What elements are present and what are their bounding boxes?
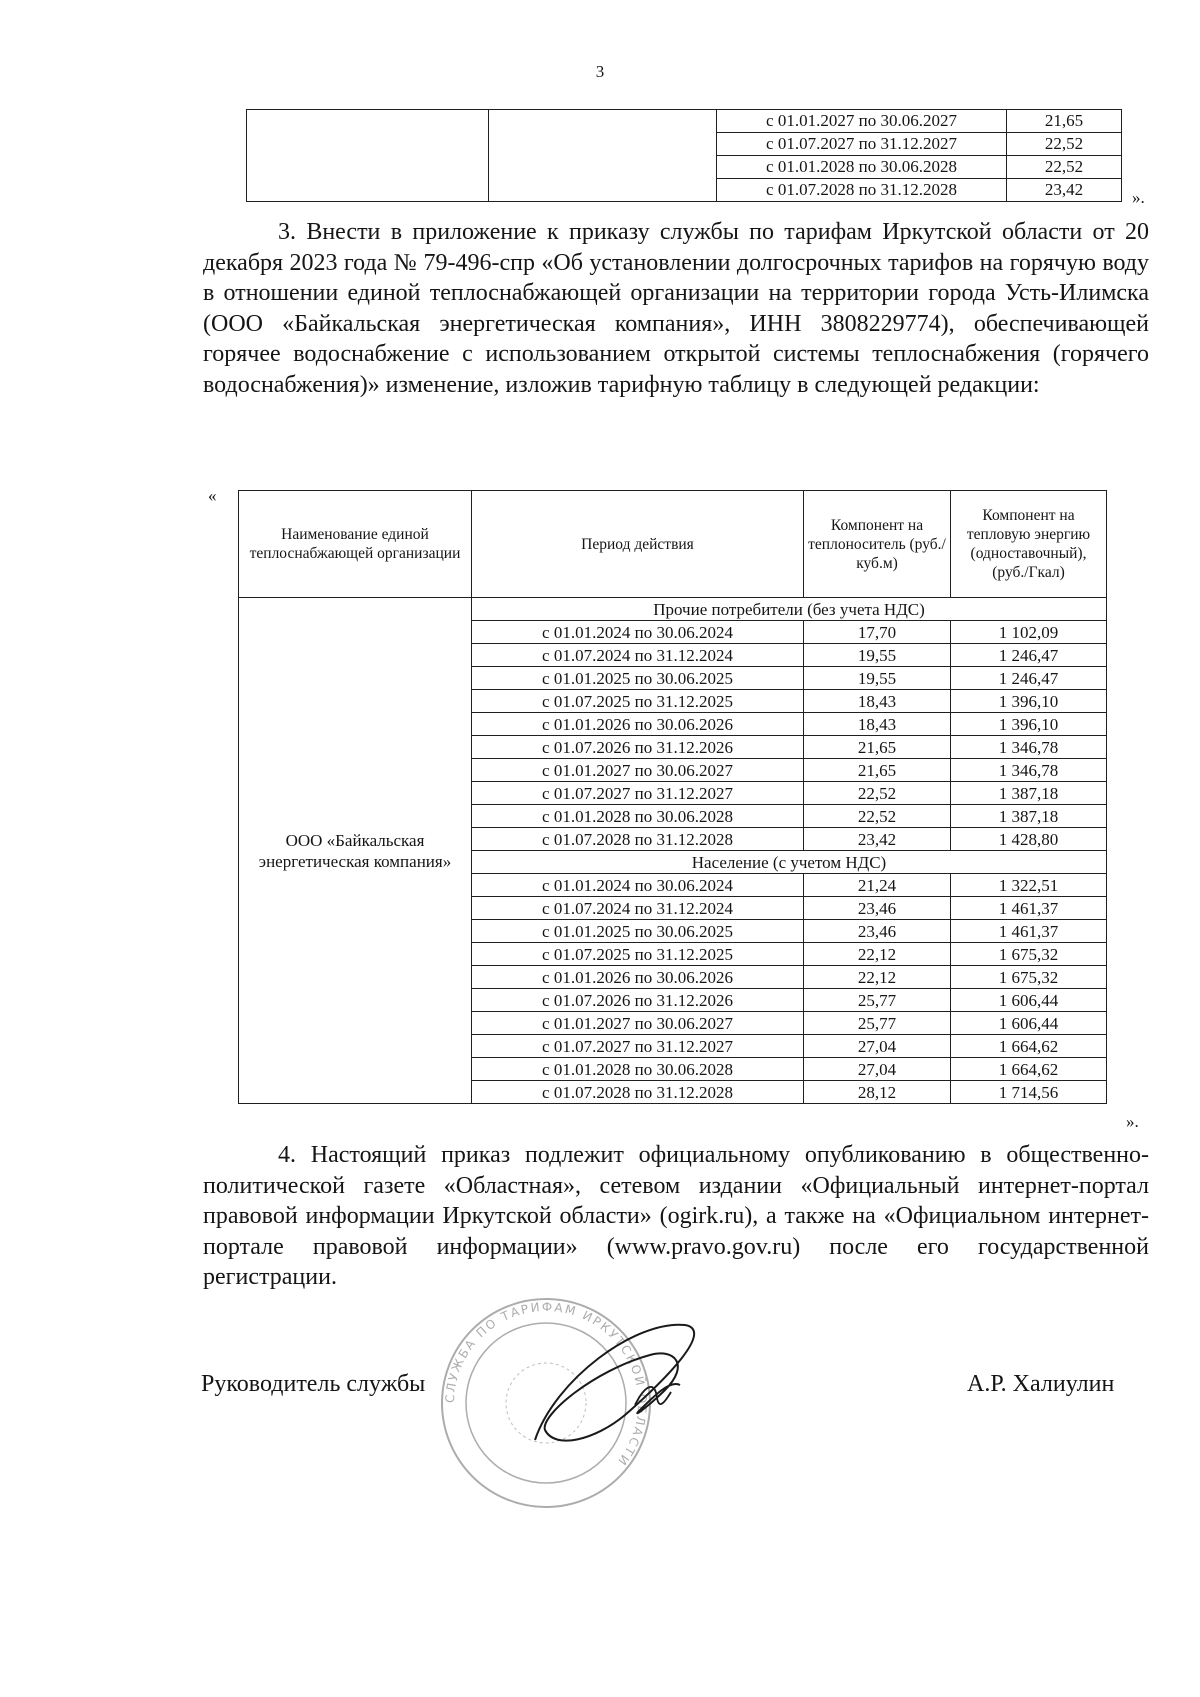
value-cell: 22,52 <box>1007 133 1122 156</box>
period-cell: с 01.01.2025 по 30.06.2025 <box>472 920 804 943</box>
energy-cell: 1 675,32 <box>951 966 1107 989</box>
signer-role: Руководитель службы <box>201 1371 426 1397</box>
carrier-cell: 25,77 <box>804 989 951 1012</box>
carrier-cell: 19,55 <box>804 667 951 690</box>
energy-cell: 1 396,10 <box>951 713 1107 736</box>
energy-cell: 1 606,44 <box>951 989 1107 1012</box>
period-cell: с 01.07.2028 по 31.12.2028 <box>472 1081 804 1104</box>
org-name-cell: ООО «Байкальская энергетическая компания» <box>239 598 472 1104</box>
energy-cell: 1 346,78 <box>951 736 1107 759</box>
energy-cell: 1 322,51 <box>951 874 1107 897</box>
period-cell: с 01.01.2025 по 30.06.2025 <box>472 667 804 690</box>
period-cell: с 01.07.2024 по 31.12.2024 <box>472 897 804 920</box>
closing-quote: ». <box>1132 188 1145 207</box>
period-cell: с 01.07.2027 по 31.12.2027 <box>472 1035 804 1058</box>
carrier-cell: 17,70 <box>804 621 951 644</box>
period-cell: с 01.01.2028 по 30.06.2028 <box>472 805 804 828</box>
period-cell: с 01.01.2027 по 30.06.2027 <box>472 759 804 782</box>
handwritten-signature <box>515 1310 715 1460</box>
energy-cell: 1 428,80 <box>951 828 1107 851</box>
period-cell: с 01.01.2028 по 30.06.2028 <box>717 156 1007 179</box>
carrier-cell: 28,12 <box>804 1081 951 1104</box>
energy-cell: 1 346,78 <box>951 759 1107 782</box>
period-cell: с 01.01.2028 по 30.06.2028 <box>472 1058 804 1081</box>
section-title: Прочие потребители (без учета НДС) <box>472 598 1107 621</box>
header-carrier: Компонент на теплоноситель (руб./куб.м) <box>804 491 951 598</box>
empty-cell <box>489 110 717 202</box>
period-cell: с 01.07.2025 по 31.12.2025 <box>472 943 804 966</box>
energy-cell: 1 675,32 <box>951 943 1107 966</box>
header-org: Наименование единой теплоснабжающей организации <box>239 491 472 598</box>
period-cell: с 01.07.2028 по 31.12.2028 <box>472 828 804 851</box>
carrier-cell: 22,52 <box>804 805 951 828</box>
period-cell: с 01.07.2025 по 31.12.2025 <box>472 690 804 713</box>
value-cell: 22,52 <box>1007 156 1122 179</box>
carrier-cell: 25,77 <box>804 1012 951 1035</box>
carrier-cell: 21,24 <box>804 874 951 897</box>
empty-cell <box>247 110 489 202</box>
carrier-cell: 22,12 <box>804 943 951 966</box>
opening-quote: « <box>208 486 217 505</box>
carrier-cell: 22,52 <box>804 782 951 805</box>
period-cell: с 01.01.2026 по 30.06.2026 <box>472 713 804 736</box>
energy-cell: 1 396,10 <box>951 690 1107 713</box>
energy-cell: 1 606,44 <box>951 1012 1107 1035</box>
energy-cell: 1 461,37 <box>951 920 1107 943</box>
energy-cell: 1 102,09 <box>951 621 1107 644</box>
paragraph-3-text: 3. Внести в приложение к приказу службы по тарифам Иркутской области от 20 декабря 2023 года № 79-496-спр «Об установлении долгосрочных тарифов на горячую воду в отношении единой теплоснабжающей организации на территории города Усть-Илимска (ООО «Байкальская энергетическая компания», ИНН 3808229774), обеспечивающей горячее водоснабжение с использованием открытой системы теплоснабжения (горячего водоснабжения)» изменение, изложив тарифную таблицу в следующей редакции: <box>203 219 1149 398</box>
continuation-table <box>246 109 1122 202</box>
energy-cell: 1 664,62 <box>951 1035 1107 1058</box>
carrier-cell: 21,65 <box>804 736 951 759</box>
period-cell: с 01.01.2027 по 30.06.2027 <box>472 1012 804 1035</box>
header-period: Период действия <box>472 491 804 598</box>
energy-cell: 1 387,18 <box>951 782 1107 805</box>
period-cell: с 01.07.2027 по 31.12.2027 <box>717 133 1007 156</box>
value-cell: 21,65 <box>1007 110 1122 133</box>
seal-text: СЛУЖБА ПО ТАРИФАМ ИРКУТСКОЙ ОБЛАСТИ <box>442 1299 650 1470</box>
paragraph-4-text: 4. Настоящий приказ подлежит официальному опубликованию в общественно-политической газете «Областная», сетевом издании «Официальный интернет-портал правовой информации Иркутской области» (ogirk.ru), а также на «Официальном интернет-портале правовой информации» (www.pravo.gov.ru) после его государственной регистрации. <box>203 1142 1149 1290</box>
page-number: 3 <box>595 62 605 81</box>
energy-cell: 1 664,62 <box>951 1058 1107 1081</box>
tariff-table-header <box>239 491 1107 598</box>
period-cell: с 01.01.2024 по 30.06.2024 <box>472 621 804 644</box>
carrier-cell: 23,46 <box>804 920 951 943</box>
energy-cell: 1 461,37 <box>951 897 1107 920</box>
period-cell: с 01.01.2027 по 30.06.2027 <box>717 110 1007 133</box>
carrier-cell: 27,04 <box>804 1058 951 1081</box>
energy-cell: 1 714,56 <box>951 1081 1107 1104</box>
period-cell: с 01.07.2026 по 31.12.2026 <box>472 989 804 1012</box>
section-title: Население (с учетом НДС) <box>472 851 1107 874</box>
energy-cell: 1 246,47 <box>951 644 1107 667</box>
period-cell: с 01.01.2024 по 30.06.2024 <box>472 874 804 897</box>
section-header-row <box>239 598 1107 621</box>
carrier-cell: 23,42 <box>804 828 951 851</box>
carrier-cell: 18,43 <box>804 713 951 736</box>
energy-cell: 1 387,18 <box>951 805 1107 828</box>
carrier-cell: 21,65 <box>804 759 951 782</box>
carrier-cell: 18,43 <box>804 690 951 713</box>
energy-cell: 1 246,47 <box>951 667 1107 690</box>
paragraph-3 <box>203 217 1149 400</box>
header-energy: Компонент на тепловую энергию (одноставочный), (руб./Гкал) <box>951 491 1107 598</box>
period-cell: с 01.07.2028 по 31.12.2028 <box>717 179 1007 202</box>
closing-quote-main: ». <box>1126 1112 1139 1131</box>
period-cell: с 01.07.2027 по 31.12.2027 <box>472 782 804 805</box>
paragraph-4 <box>203 1140 1149 1293</box>
carrier-cell: 27,04 <box>804 1035 951 1058</box>
carrier-cell: 22,12 <box>804 966 951 989</box>
value-cell: 23,42 <box>1007 179 1122 202</box>
signer-name: А.Р. Халиулин <box>967 1371 1115 1397</box>
period-cell: с 01.01.2026 по 30.06.2026 <box>472 966 804 989</box>
carrier-cell: 19,55 <box>804 644 951 667</box>
period-cell: с 01.07.2024 по 31.12.2024 <box>472 644 804 667</box>
tariff-table <box>238 490 1107 1104</box>
continuation-row <box>247 110 1122 133</box>
carrier-cell: 23,46 <box>804 897 951 920</box>
period-cell: с 01.07.2026 по 31.12.2026 <box>472 736 804 759</box>
